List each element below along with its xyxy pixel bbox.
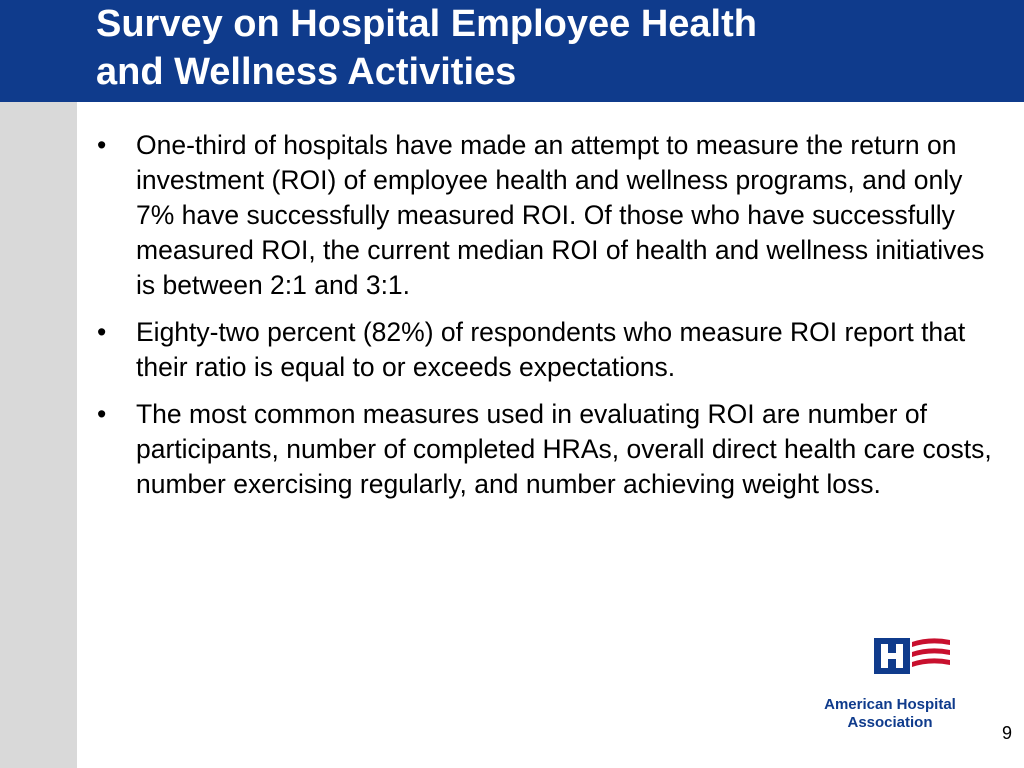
bullet-marker: • (97, 399, 107, 429)
bullet-item (95, 315, 1000, 385)
bullet-text: Eighty-two percent (82%) of respondents who measure ROI report that their ratio is equal to or exceeds expectations. (136, 317, 966, 382)
bullet-list (95, 128, 1000, 514)
logo-text-line1: American Hospital (824, 696, 956, 713)
left-side-band (0, 102, 77, 768)
aha-h-flag-logo-icon (874, 634, 952, 678)
logo-text-line2: Association (847, 714, 933, 731)
bullet-marker: • (97, 130, 107, 160)
slide-title: Survey on Hospital Employee Health and Wellness Activities (96, 3, 757, 93)
bullet-text: The most common measures used in evaluating ROI are number of participants, number of completed HRAs, overall direct health care costs, number exercising regularly, and number achieving weight loss. (136, 399, 992, 499)
title-bar (0, 0, 1024, 102)
bullet-item (95, 128, 1000, 303)
bullet-text: One-third of hospitals have made an attempt to measure the return on investment (ROI) of employee health and wellness programs, and only 7% have successfully measured ROI. Of those who have successfully measured ROI, the current median ROI of health and wellness initiatives is between 2:1 and 3:1. (136, 130, 985, 300)
aha-logo (800, 630, 980, 735)
bullet-item (95, 397, 1000, 502)
page-number: 9 (1001, 723, 1012, 743)
bullet-marker: • (97, 317, 107, 347)
